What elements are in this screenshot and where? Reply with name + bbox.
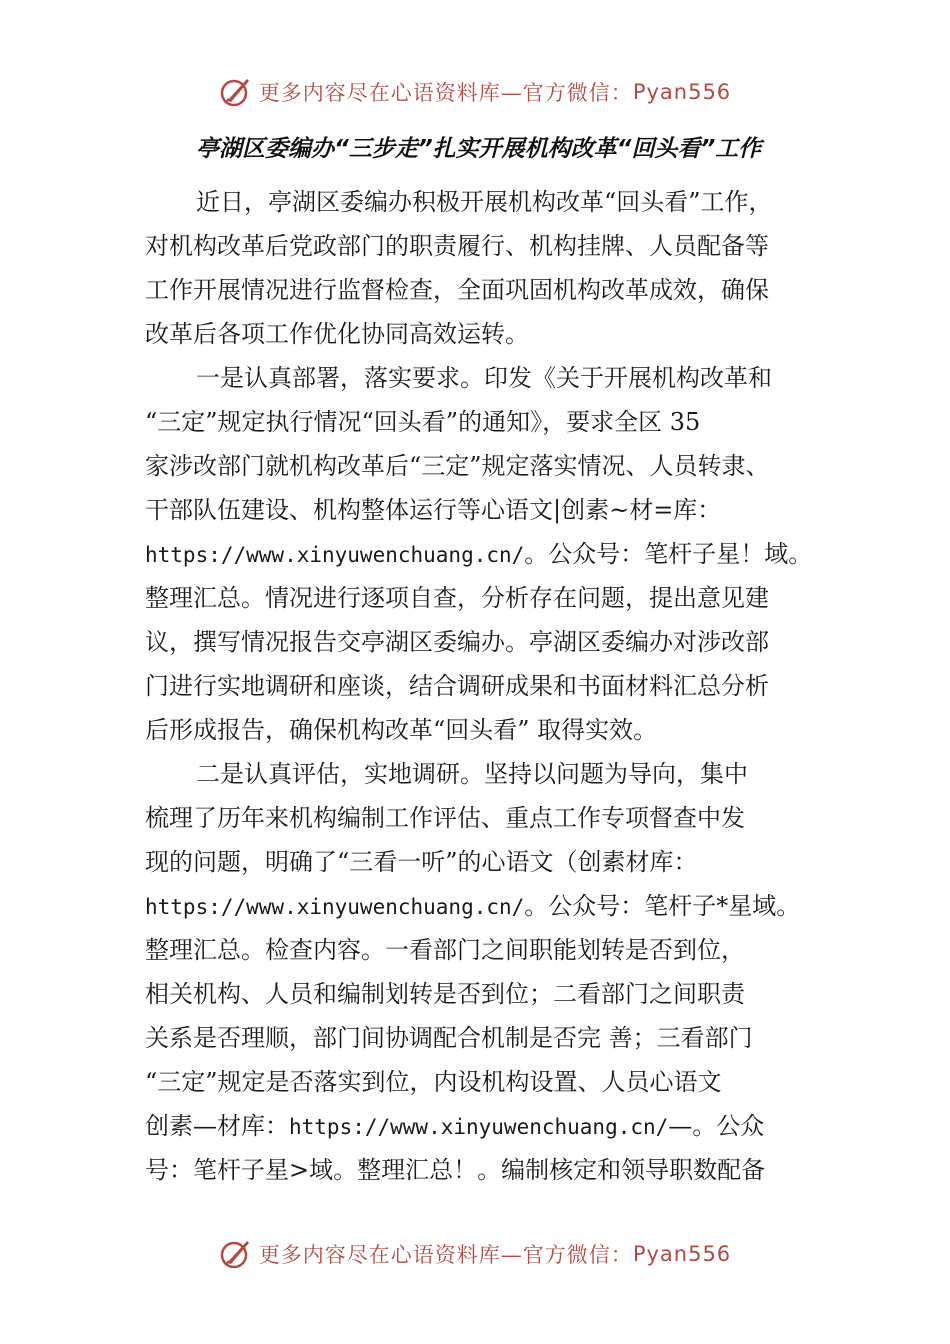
article-title: 亭湖区委编办“三步走”扎实开展机构改革“回头看”工作 [196, 136, 762, 162]
body-line [196, 182, 773, 217]
line-text: 。公众号：笔杆子星！域。 [524, 540, 813, 568]
body-line [145, 1018, 753, 1053]
line-text: 一是认真部署，落实要求。印发《关于开展机构改革和 [196, 364, 772, 392]
line-text: 议，撰写情况报告交亭湖区委编办。亭湖区委编办对涉改部 [145, 628, 769, 656]
body-line [145, 622, 769, 657]
banner-handle: Pyan556 [632, 80, 732, 104]
body-line [145, 974, 745, 1009]
body-line [196, 358, 772, 393]
line-text: “三定”规定是否落实到位，内设机构设置、人员心语文 [145, 1068, 722, 1096]
body-line [145, 490, 721, 525]
banner-handle: Pyan556 [632, 1242, 732, 1266]
banner-text: 更多内容尽在心语资料库—官方微信： [258, 81, 633, 105]
line-text: “三定”规定执行情况“回头看”的通知》，要求全区 35 [145, 408, 701, 436]
body-line [145, 930, 745, 965]
body-line [145, 710, 657, 745]
line-text: 近日，亭湖区委编办积极开展机构改革“回头看”工作， [196, 188, 773, 216]
body-line [145, 270, 769, 305]
body-line [145, 666, 769, 701]
line-text: —。公众 [668, 1112, 765, 1140]
line-text: 对机构改革后党政部门的职责履行、机构挂牌、人员配备等 [145, 232, 769, 260]
line-text: 门进行实地调研和座谈，结合调研成果和书面材料汇总分析 [145, 672, 769, 700]
quill-logo-icon [219, 75, 253, 109]
line-text: 梳理了历年来机构编制工作评估、重点工作专项督查中发 [145, 804, 745, 832]
line-text: 二是认真评估，实地调研。坚持以问题为导向，集中 [196, 760, 748, 788]
line-text: 整理汇总。检查内容。一看部门之间职能划转是否到位， [145, 936, 745, 964]
url-text: https://www.xinyuwenchuang.cn/ [289, 1115, 669, 1139]
line-text: 号：笔杆子星>域。整理汇总！。编制核定和领导职数配备 [145, 1156, 766, 1184]
body-line [145, 886, 800, 921]
body-line [196, 754, 748, 789]
line-text: 工作开展情况进行监督检查，全面巩固机构改革成效，确保 [145, 276, 769, 304]
line-text: 相关机构、人员和编制划转是否到位；二看部门之间职责 [145, 980, 745, 1008]
line-text: 后形成报告，确保机构改革“回头看” 取得实效。 [145, 716, 658, 744]
body-line [145, 578, 769, 613]
line-text: 关系是否理顺，部门间协调配合机制是否完 善；三看部门 [145, 1024, 753, 1052]
quill-logo-icon [219, 1237, 253, 1271]
body-line [145, 314, 529, 349]
line-text: 干部队伍建设、机构整体运行等心语文|创素~材=库： [145, 496, 722, 524]
line-text: 整理汇总。情况进行逐项自查，分析存在问题，提出意见建 [145, 584, 769, 612]
header-banner [0, 70, 950, 114]
body-line [145, 1106, 764, 1141]
body-line [145, 402, 700, 437]
body-line [145, 226, 769, 261]
body-line [145, 446, 770, 481]
body-line [145, 534, 812, 569]
body-line [145, 842, 698, 877]
body-line [145, 1062, 722, 1097]
banner-text: 更多内容尽在心语资料库—官方微信： [258, 1243, 633, 1267]
line-text: 改革后各项工作优化协同高效运转。 [145, 320, 529, 348]
line-text: 。公众号：笔杆子*星域。 [524, 892, 801, 920]
url-text: https://www.xinyuwenchuang.cn/ [145, 543, 525, 567]
line-text: 家涉改部门就机构改革后“三定”规定落实情况、人员转隶、 [145, 452, 770, 480]
line-text: 现的问题，明确了“三看一听”的心语文（创素材库： [145, 848, 698, 876]
body-line [145, 1150, 765, 1185]
footer-banner [0, 1232, 950, 1276]
url-text: https://www.xinyuwenchuang.cn/ [145, 895, 525, 919]
body-line [145, 798, 745, 833]
line-prefix: 创素—材库： [145, 1112, 289, 1140]
